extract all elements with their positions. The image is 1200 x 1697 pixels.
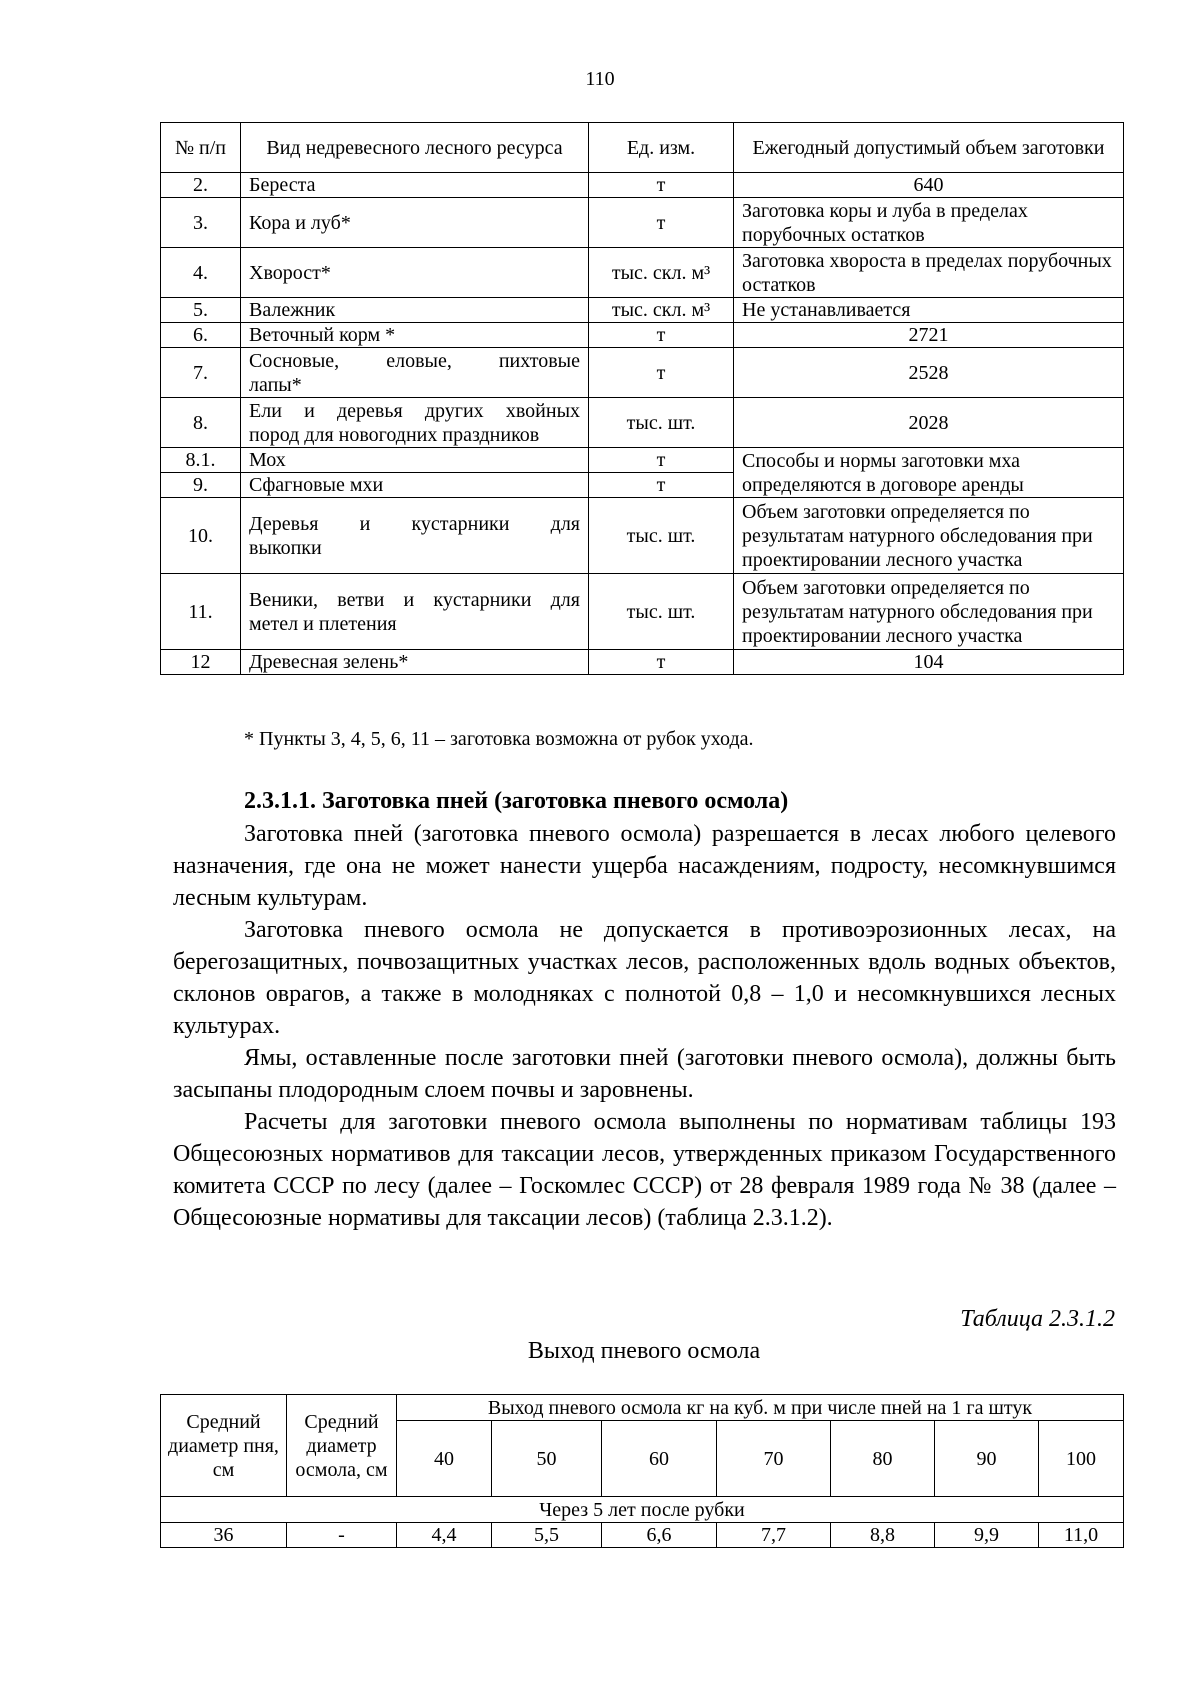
header-count: 100 [1039,1421,1124,1497]
row-unit: т [589,198,734,248]
row-resource-line: Деревья и кустарники для [249,512,580,535]
cell-stump-diameter: 36 [161,1523,287,1548]
row-unit: тыс. скл. м³ [589,298,734,323]
row-resource-line: Ели и деревья других хвойных [249,399,580,422]
cell-yield: 7,7 [717,1523,831,1548]
row-volume: 2721 [734,323,1124,348]
header-count: 40 [397,1421,492,1497]
cell-yield: 9,9 [935,1523,1039,1548]
row-resource-line: выкопки [249,536,322,559]
row-volume: Объем заготовки определяется по результатам натурного обследования при проектировании лесного участка [734,498,1124,574]
row-unit: т [589,473,734,498]
header-count: 50 [492,1421,602,1497]
paragraph: Заготовка пней (заготовка пневого осмола) разрешается в лесах любого целевого назначения, где она не может нанести ущерба насаждениям, подросту, несомкнувшимся лесным культурам. [173,821,1116,911]
row-unit: тыс. скл. м³ [589,248,734,298]
row-volume: Не устанавливается [734,298,1124,323]
row-num: 2. [161,173,241,198]
table-row [161,323,1124,348]
row-num: 8.1. [161,448,241,473]
row-resource: Веточный корм * [241,323,589,348]
cell-yield: 6,6 [602,1523,717,1548]
body-text [173,818,1116,1234]
paragraph: Ямы, оставленные после заготовки пней (заготовки пневого осмола), должны быть засыпаны плодородным слоем почвы и заровнены. [173,1045,1116,1103]
table-row [161,198,1124,248]
row-volume: Заготовка хвороста в пределах порубочных остатков [734,248,1124,298]
row-unit: т [589,323,734,348]
row-resource: Береста [241,173,589,198]
header-count: 70 [717,1421,831,1497]
cell-yield: 4,4 [397,1523,492,1548]
header-unit: Ед. изм. [589,123,734,173]
row-unit: т [589,348,734,398]
row-resource-line: Веники, ветви и кустарники для [249,588,580,611]
header-yield-group: Выход пневого осмола кг на куб. м при числе пней на 1 га штук [397,1395,1124,1421]
row-resource: Кора и луб* [241,198,589,248]
table-row [161,248,1124,298]
row-unit: т [589,173,734,198]
table-row [161,173,1124,198]
row-resource: Сфагновые мхи [241,473,589,498]
forest-resources-table [160,122,1124,675]
paragraph: Расчеты для заготовки пневого осмола выполнены по нормативам таблицы 193 Общесоюзных нормативов для таксации лесов, утвержденных приказом Государственного комитета СССР по лесу (далее – Госкомлес СССР) от 28 февраля 1989 года № 38 (далее – Общесоюзные нормативы для таксации лесов) (таблица 2.3.1.2). [173,1109,1116,1231]
row-num: 6. [161,323,241,348]
header-count: 60 [602,1421,717,1497]
stump-resin-table [160,1394,1124,1548]
footnote: * Пункты 3, 4, 5, 6, 11 – заготовка возможна от рубок ухода. [244,728,754,750]
header-stump-diameter: Средний диаметр пня, см [161,1395,287,1497]
table-row [161,348,1124,398]
table-header-row [161,123,1124,173]
table-row [161,574,1124,650]
row-volume: Способы и нормы заготовки мха определяются в договоре аренды [734,448,1124,498]
header-resource: Вид недревесного лесного ресурса [241,123,589,173]
row-resource: Мох [241,448,589,473]
row-num: 8. [161,398,241,448]
row-resource [241,348,589,398]
page-number: 110 [585,68,615,90]
row-num: 12 [161,650,241,675]
row-volume: Объем заготовки определяется по результатам натурного обследования при проектировании лесного участка [734,574,1124,650]
header-count: 80 [831,1421,935,1497]
row-num: 7. [161,348,241,398]
row-volume: 104 [734,650,1124,675]
row-num: 5. [161,298,241,323]
row-resource-line: Сосновые, еловые, пихтовые [249,349,580,372]
row-unit: тыс. шт. [589,574,734,650]
table-title: Выход пневого осмола [527,1338,761,1364]
row-num: 3. [161,198,241,248]
header-num: № п/п [161,123,241,173]
paragraph: Заготовка пневого осмола не допускается в противоэрозионных лесах, на берегозащитных, почвозащитных участках лесов, расположенных вдоль водных объектов, склонов оврагов, а также в молодняках с полнотой 0,8 – 1,0 и несомкнувшихся лесных культурах. [173,917,1116,1039]
table-row [161,1523,1124,1548]
row-num: 4. [161,248,241,298]
row-volume: 640 [734,173,1124,198]
row-volume: 2028 [734,398,1124,448]
header-count: 90 [935,1421,1039,1497]
cell-yield: 5,5 [492,1523,602,1548]
row-resource-line: пород для новогодних праздников [249,423,540,446]
cell-yield: 11,0 [1039,1523,1124,1548]
section-heading: 2.3.1.1. Заготовка пней (заготовка пневого осмола) [244,788,789,814]
row-resource-line: метел и плетения [249,612,397,635]
table-row [161,448,1124,473]
table-row [161,498,1124,574]
row-resource [241,398,589,448]
table-header-row [161,1395,1124,1421]
row-unit: т [589,650,734,675]
row-resource [241,498,589,574]
row-unit: тыс. шт. [589,398,734,448]
row-volume: 2528 [734,348,1124,398]
row-num: 11. [161,574,241,650]
row-num: 9. [161,473,241,498]
table-caption: Таблица 2.3.1.2 [960,1306,1115,1332]
cell-resin-diameter: - [287,1523,397,1548]
row-resource: Валежник [241,298,589,323]
row-volume: Заготовка коры и луба в пределах порубочных остатков [734,198,1124,248]
row-unit: тыс. шт. [589,498,734,574]
row-resource-line: лапы* [249,373,302,396]
row-resource: Хворост* [241,248,589,298]
table-row [161,398,1124,448]
row-resource [241,574,589,650]
cell-yield: 8,8 [831,1523,935,1548]
header-volume: Ежегодный допустимый объем заготовки [734,123,1124,173]
header-resin-diameter: Средний диаметр осмола, см [287,1395,397,1497]
section-label: Через 5 лет после рубки [161,1497,1124,1523]
table-row [161,298,1124,323]
row-resource: Древесная зелень* [241,650,589,675]
row-unit: т [589,448,734,473]
row-num: 10. [161,498,241,574]
table-row [161,650,1124,675]
table-section-row [161,1497,1124,1523]
